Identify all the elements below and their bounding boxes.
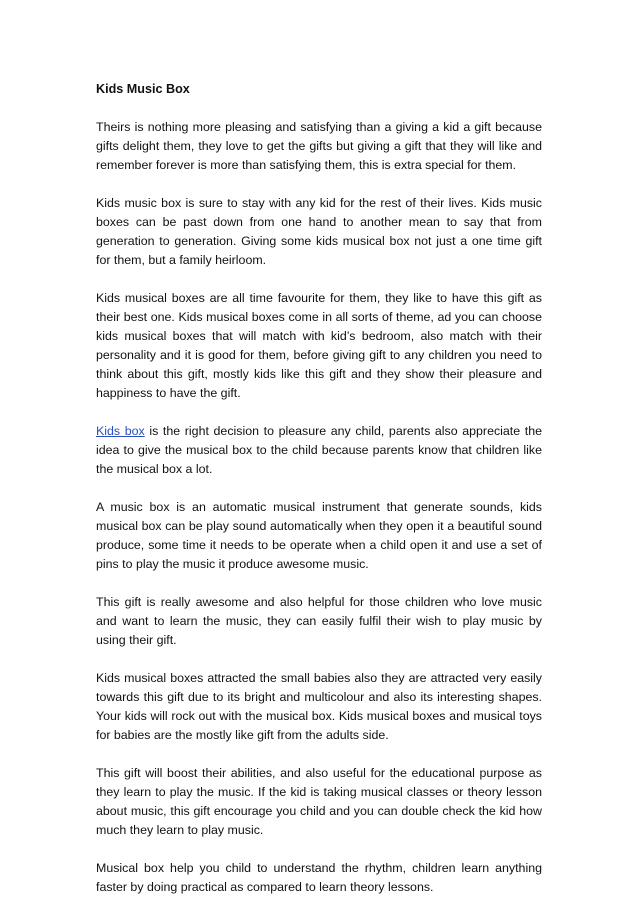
paragraph-abilities: This gift will boost their abilities, and also useful for the educational purpose as they learn to play the music. If the kid is taking musical classes or theory lesson about music, this gift encourage you child and you can double check the kid how much they learn to play music. [96, 766, 542, 837]
kids-box-link[interactable]: Kids box [96, 424, 145, 438]
kids-box-paragraph-text: is the right decision to pleasure any child, parents also appreciate the idea to give the musical box to the child because parents know that children like the musical box a lot. [96, 424, 542, 476]
document-title: Kids Music Box [96, 82, 190, 96]
paragraph-automatic-instrument: A music box is an automatic musical instrument that generate sounds, kids musical box can be play sound automatically when they open it a beautiful sound produce, some time it needs to be operate when a child open it and use a set of pins to play the music it produce awesome music. [96, 500, 542, 571]
paragraph-learn-music: This gift is really awesome and also helpful for those children who love music and want to learn the music, they can easily fulfil their wish to play music by using their gift. [96, 595, 542, 647]
paragraph-heirloom: Kids music box is sure to stay with any kid for the rest of their lives. Kids music boxes can be past down from one hand to another mean to say that from generation to generation. Giving some kids musical box not just a one time gift for them, but a family heirloom. [96, 196, 542, 267]
paragraph-kids-box [96, 422, 542, 479]
paragraph-rhythm: Musical box help you child to understand the rhythm, children learn anything faster by doing practical as compared to learn theory lessons. [96, 861, 542, 894]
paragraph-intro: Theirs is nothing more pleasing and satisfying than a giving a kid a gift because gifts delight them, they love to get the gifts but giving a gift that they will like and remember forever is more than satisfying them, this is extra special for them. [96, 120, 542, 172]
paragraph-babies: Kids musical boxes attracted the small babies also they are attracted very easily towards this gift due to its bright and multicolour and also its interesting shapes. Your kids will rock out with the musical box. Kids musical boxes and musical toys for babies are the mostly like gift from the adults side. [96, 671, 542, 742]
document-page [96, 80, 542, 916]
paragraph-favourite: Kids musical boxes are all time favourite for them, they like to have this gift as their best one. Kids musical boxes come in all sorts of theme, ad you can choose kids musical boxes that will match with kid’s bedroom, also match with their personality and it is good for them, before giving gift to any children you need to think about this gift, mostly kids like this gift and they show their pleasure and happiness to have the gift. [96, 291, 542, 400]
